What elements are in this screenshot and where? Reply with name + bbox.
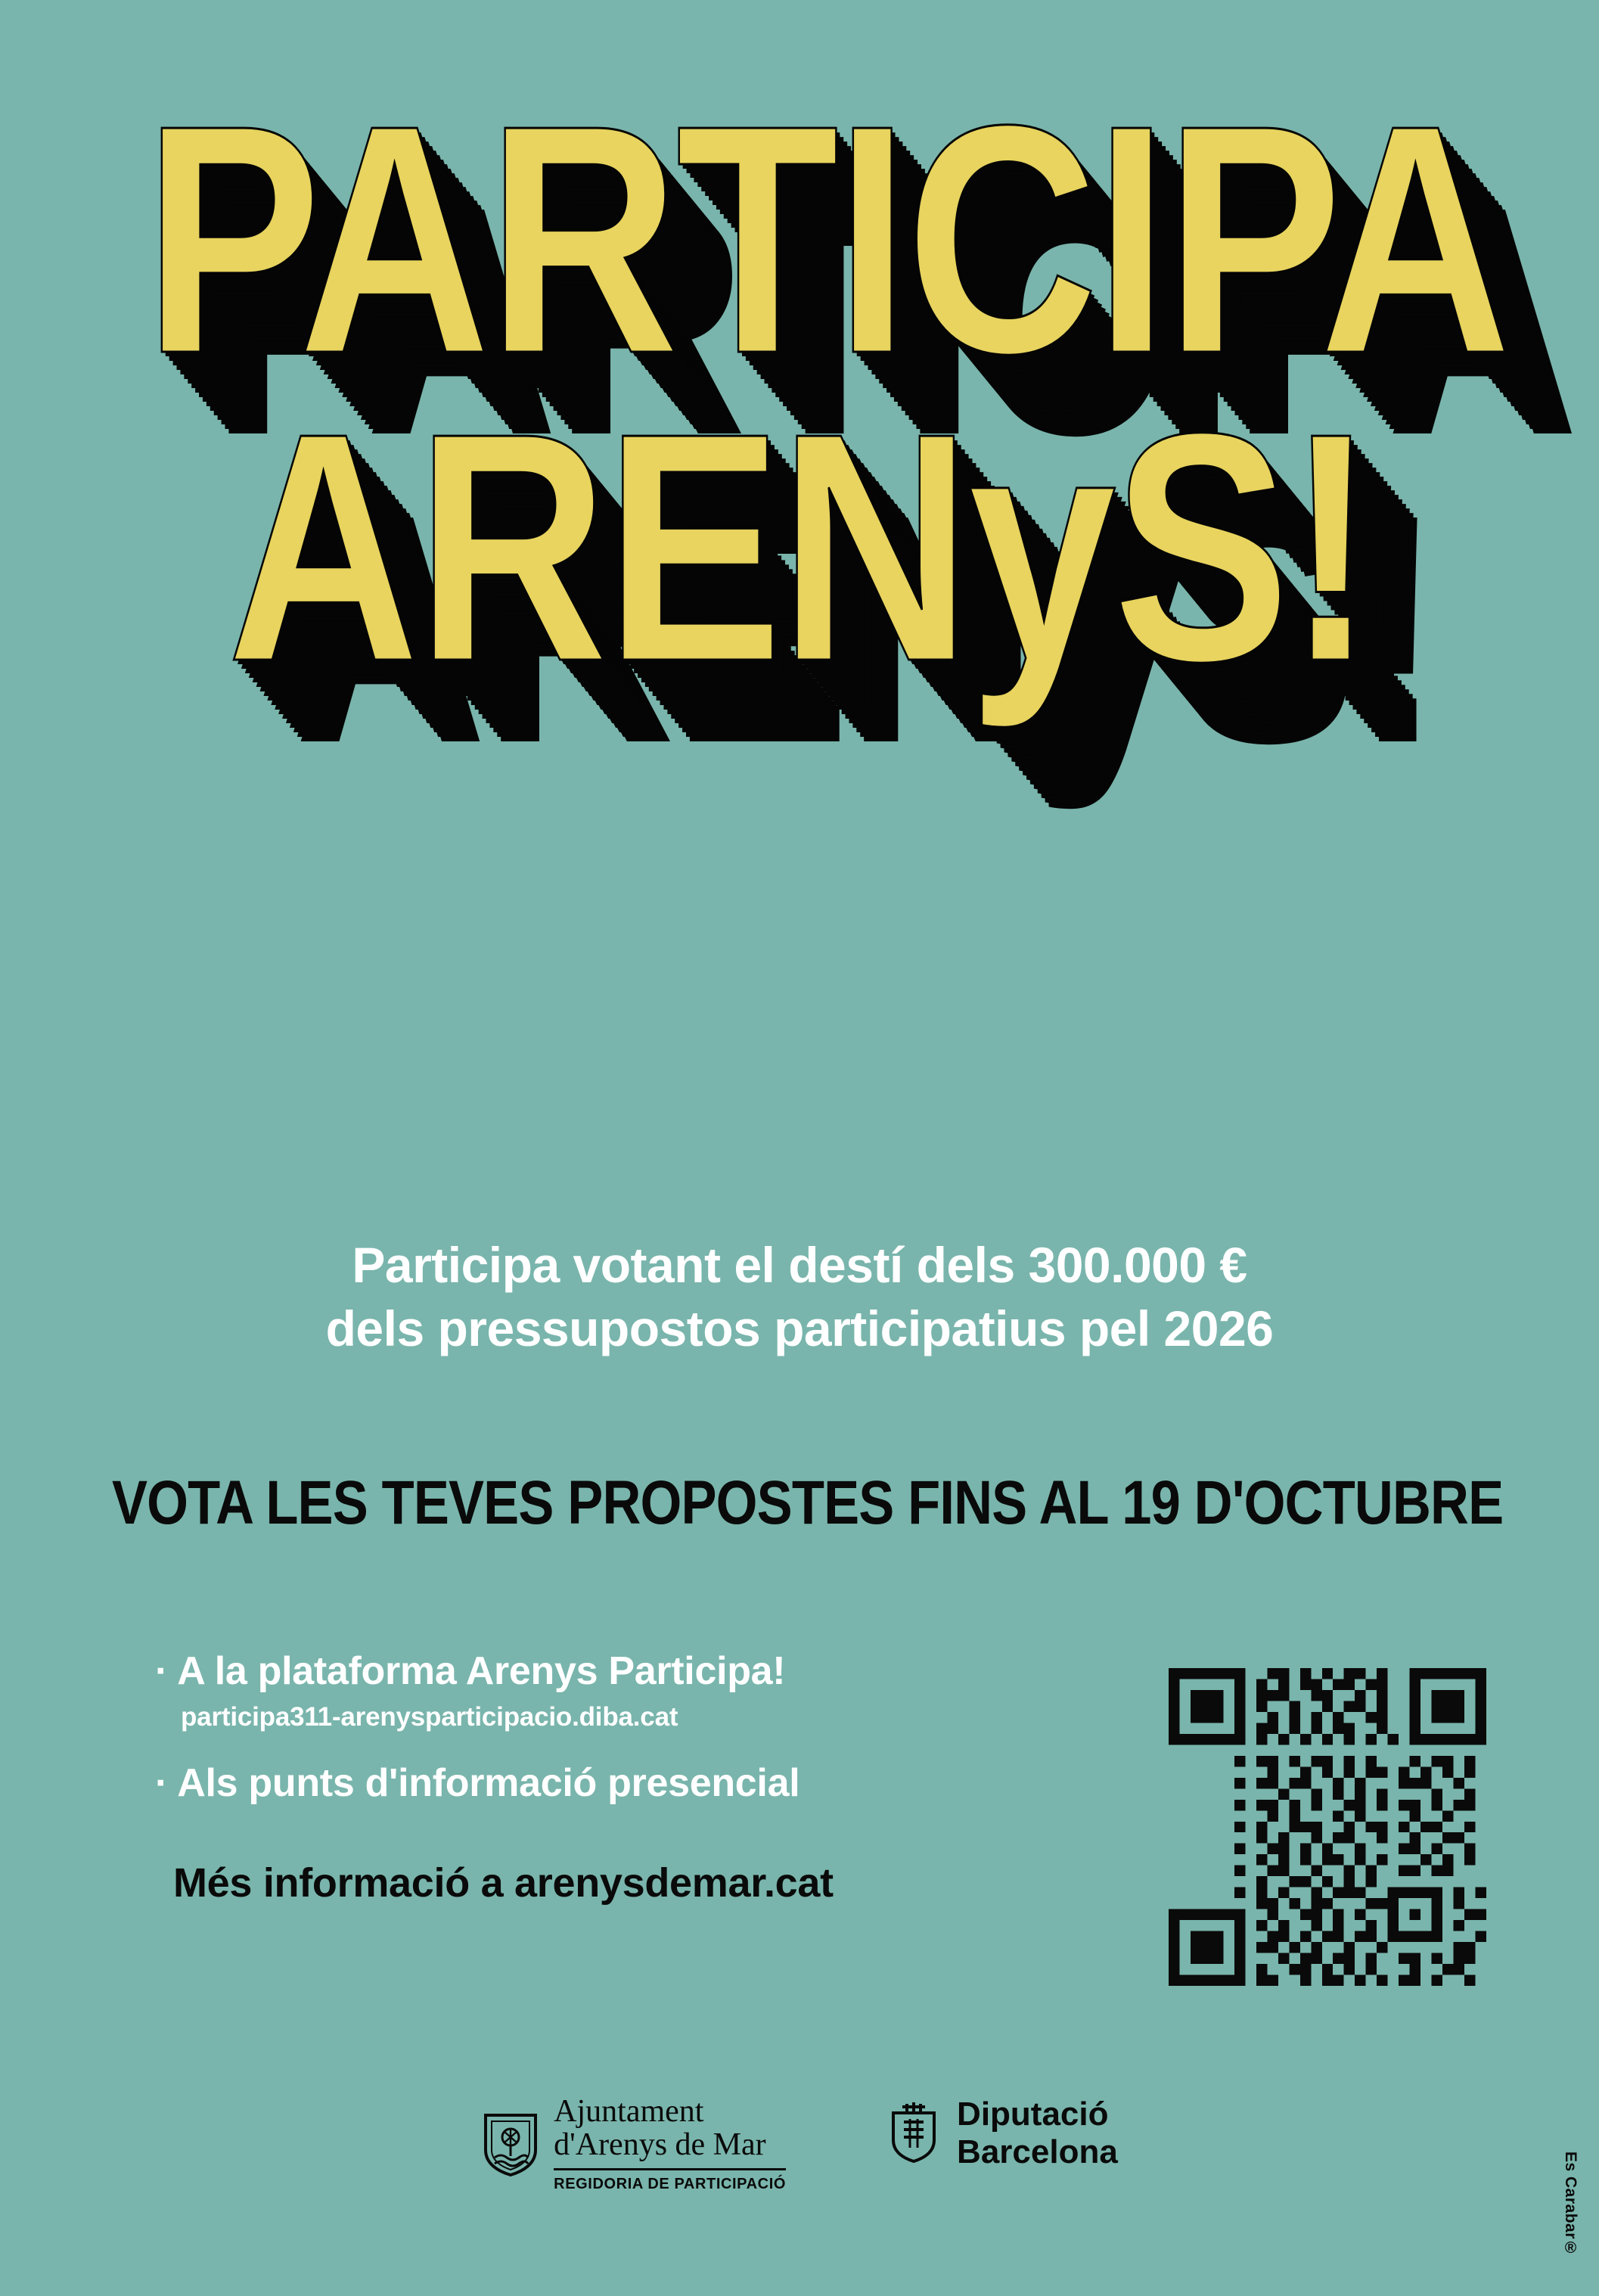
designer-credit: Es Carabar® bbox=[1562, 2151, 1579, 2257]
logo-ajuntament-arenys-de-mar bbox=[481, 2096, 786, 2193]
ajuntament-department: REGIDORIA DE PARTICIPACIÓ bbox=[554, 2168, 786, 2193]
headline-block bbox=[0, 58, 1599, 730]
diputacio-barcelona-crest-icon bbox=[884, 2101, 943, 2166]
channel-item-platform bbox=[155, 1649, 1138, 1693]
channel-bullet: · bbox=[155, 1649, 169, 1693]
logo-diputacio-barcelona bbox=[884, 2096, 1118, 2171]
arenys-de-mar-crest-icon bbox=[481, 2112, 540, 2177]
platform-url[interactable]: participa311-arenysparticipacio.diba.cat bbox=[181, 1702, 678, 1732]
subtitle-line-2: dels pressupostos participatius pel 2026 bbox=[325, 1300, 1274, 1357]
channel-label: Als punts d'informació presencial bbox=[177, 1761, 800, 1806]
headline-line-2: ARENyS! bbox=[227, 366, 1372, 730]
subtitle bbox=[0, 1233, 1599, 1361]
channel-bullet: · bbox=[155, 1761, 169, 1806]
headline-line-1: PARTICIPA bbox=[144, 58, 1508, 421]
diputacio-line-2: Barcelona bbox=[957, 2133, 1118, 2171]
diputacio-logo-text bbox=[957, 2096, 1118, 2171]
footer-logos bbox=[0, 2096, 1599, 2193]
channel-label: A la plataforma Arenys Participa! bbox=[177, 1649, 786, 1693]
deadline-text: VOTA LES TEVES PROPOSTES FINS AL 19 D'OCTUBRE bbox=[111, 1468, 1504, 1537]
ajuntament-line-2: d'Arenys de Mar bbox=[554, 2127, 766, 2162]
qr-code[interactable] bbox=[1169, 1668, 1486, 1986]
qr-code-icon bbox=[1169, 1668, 1486, 1986]
ajuntament-logo-text bbox=[554, 2096, 786, 2193]
ajuntament-line-1: Ajuntament bbox=[554, 2094, 704, 2129]
channel-item-inperson bbox=[155, 1761, 1138, 1805]
diputacio-line-1: Diputació bbox=[957, 2096, 1109, 2133]
subtitle-line-1: Participa votant el destí dels 300.000 € bbox=[352, 1237, 1247, 1293]
more-info-text: Més informació a arenysdemar.cat bbox=[173, 1860, 834, 1906]
info-area bbox=[155, 1649, 1138, 1906]
